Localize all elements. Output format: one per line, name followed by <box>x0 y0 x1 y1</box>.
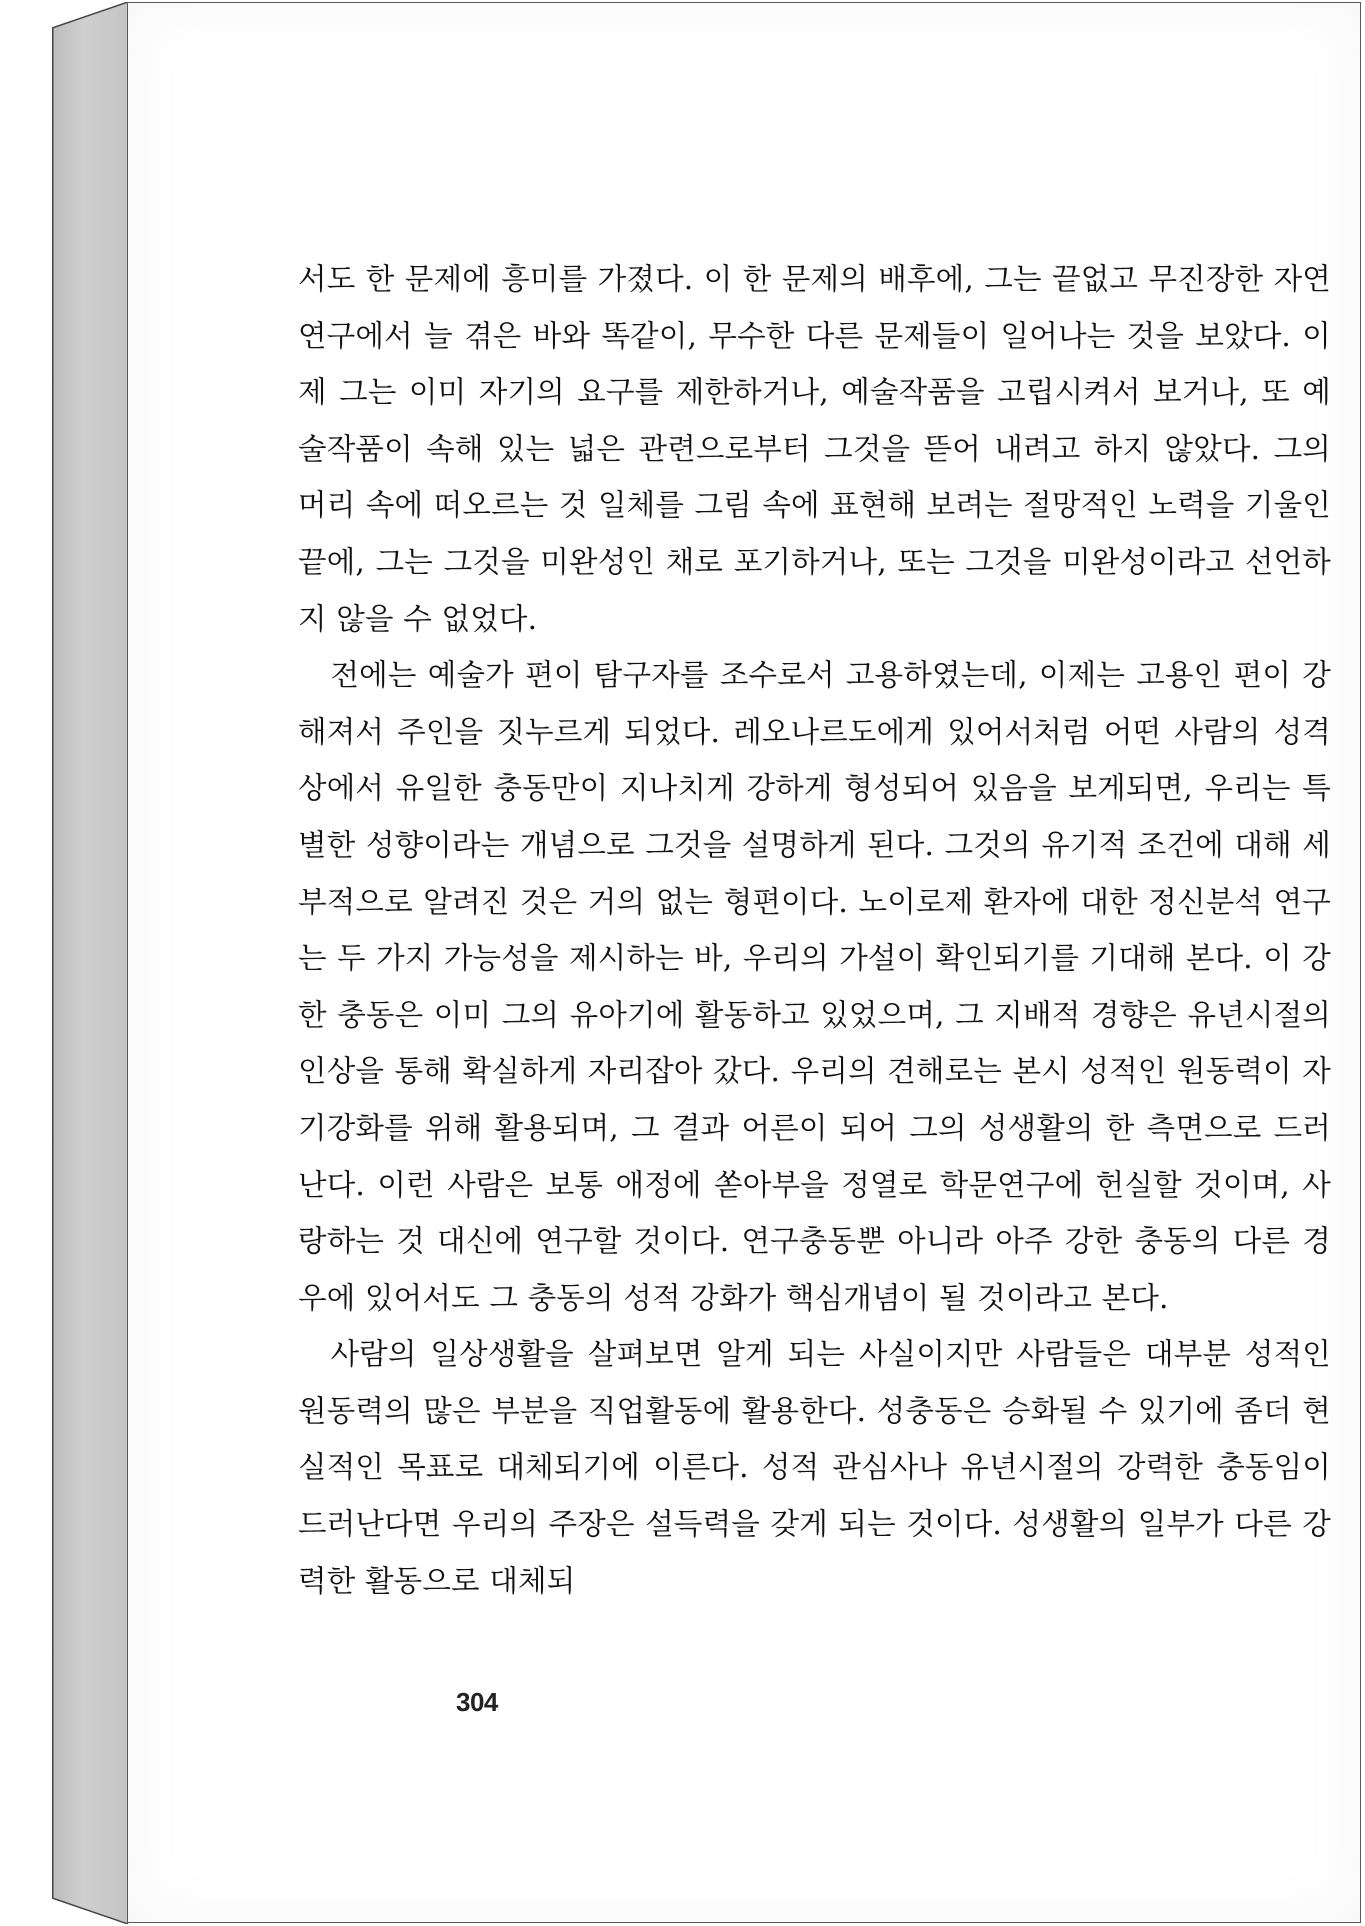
paragraph-3: 사람의 일상생활을 살펴보면 알게 되는 사실이지만 사람들은 대부분 성적인 원동력의 많은 부분을 직업활동에 활용한다. 성충동은 승화될 수 있기에 좀더 현실적인 목표로 대체되기에 이른다. 성적 관심사나 유년시절의 강력한 충동임이 드러난다면 우리의 주장은 설득력을 갖게 되는 것이다. 성생활의 일부가 다른 강력한 활동으로 대체되 <box>298 1337 1331 1598</box>
body-text <box>298 251 1331 1609</box>
book-spine-side <box>52 2 129 1924</box>
paragraph-2: 전에는 예술가 편이 탐구자를 조수로서 고용하였는데, 이제는 고용인 편이 강해져서 주인을 짓누르게 되었다. 레오나르도에게 있어서처럼 어떤 사람의 성격상에서 유일한 충동만이 지나치게 강하게 형성되어 있음을 보게되면, 우리는 특별한 성향이라는 개념으로 그것을 설명하게 된다. 그것의 유기적 조건에 대해 세부적으로 알려진 것은 거의 없는 형편이다. 노이로제 환자에 대한 정신분석 연구는 두 가지 가능성을 제시하는 바, 우리의 가설이 확인되기를 기대해 본다. 이 강한 충동은 이미 그의 유아기에 활동하고 있었으며, 그 지배적 경향은 유년시절의 인상을 통해 확실하게 자리잡아 갔다. 우리의 견해로는 본시 성적인 원동력이 자기강화를 위해 활용되며, 그 결과 어른이 되어 그의 성생활의 한 측면으로 드러난다. 이런 사람은 보통 애정에 쏟아부을 정열로 학문연구에 헌실할 것이며, 사랑하는 것 대신에 연구할 것이다. 연구충동뿐 아니라 아주 강한 충동의 다른 경우에 있어서도 그 충동의 성적 강화가 핵심개념이 될 것이라고 본다. <box>298 658 1331 1315</box>
paragraph-1: 서도 한 문제에 흥미를 가졌다. 이 한 문제의 배후에, 그는 끝없고 무진장한 자연연구에서 늘 겪은 바와 똑같이, 무수한 다른 문제들이 일어나는 것을 보았다. 이제 그는 이미 자기의 요구를 제한하거나, 예술작품을 고립시켜서 보거나, 또 예술작품이 속해 있는 넓은 관련으로부터 그것을 뜯어 내려고 하지 않았다. 그의 머리 속에 떠오르는 것 일체를 그림 속에 표현해 보려는 절망적인 노력을 기울인 끝에, 그는 그것을 미완성인 채로 포기하거나, 또는 그것을 미완성이라고 선언하지 않을 수 없었다. <box>298 262 1331 636</box>
page-number: 304 <box>456 1687 498 1717</box>
book-page <box>127 2 1361 1923</box>
